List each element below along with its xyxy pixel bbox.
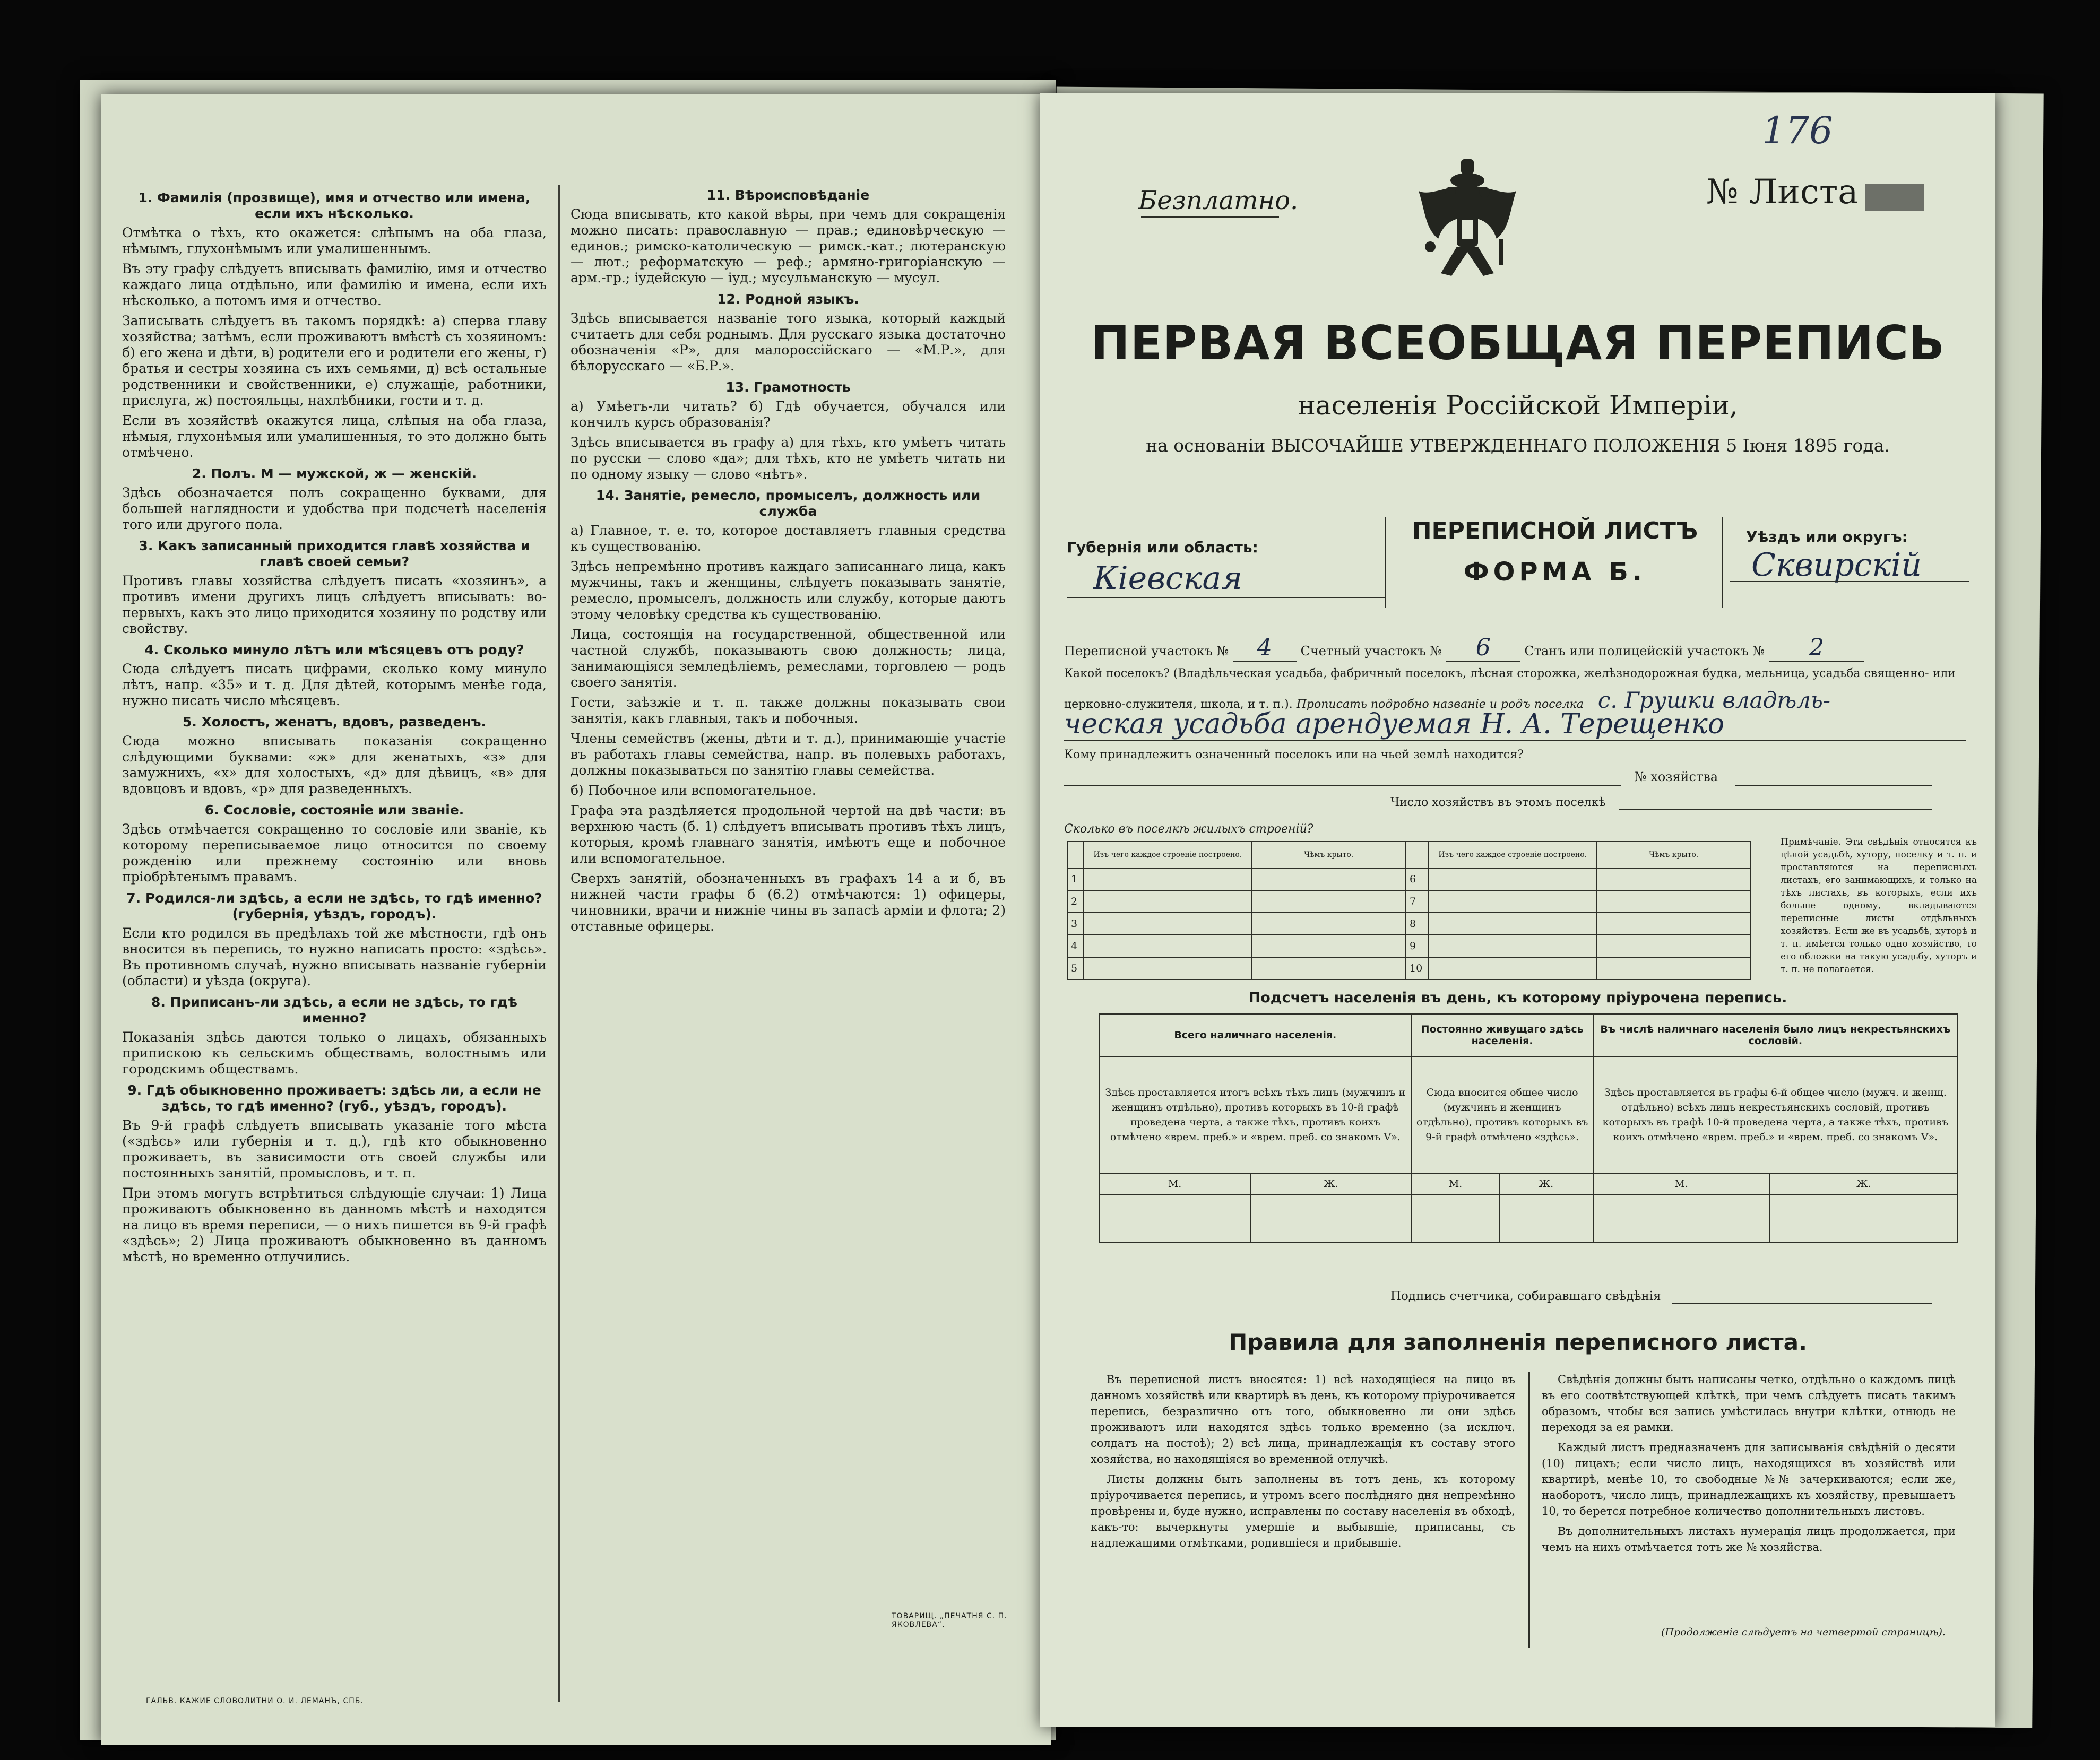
printer-imprint-left: ГАЛЬВ. КАЖИЕ СЛОВОЛИТНИ О. И. ЛЕМАНЪ, СПБ. [146,1697,364,1705]
paragraph: Показанія здѣсь даются только о лицахъ, обязанныхъ припискою къ сельскимъ обществамъ, волостнымъ или городскимъ обществамъ. [122,1029,547,1077]
section-heading: 5. Холостъ, женатъ, вдовъ, разведенъ. [182,714,487,730]
settlement-question: Какой поселокъ? (Владѣльческая усадьба, фабричный поселокъ, лѣсная сторожка, желѣзнодорожная будка, мельница, усадьба священно- или церковно-служителя, школа, и т. п.). Прописать подробно названіе и родъ поселка с. Грушки владѣль- [1064,667,1956,713]
paragraph: Здѣсь вписывается въ графу а) для тѣхъ, кто умѣетъ читать по русски — слово «да»; для тѣхъ, кто не умѣетъ читать ни по одному языку — слово «нѣтъ». [571,435,1006,482]
rule-paragraph: Въ дополнительныхъ листахъ нумерація лицъ продолжается, при чемъ на нихъ отмѣчается тотъ же № хозяйства. [1542,1525,1956,1554]
precinct-value: 4 [1233,634,1297,662]
rule-paragraph: Каждый листъ предназначенъ для записыванія свѣдѣній о десяти (10) лицахъ; если число лицъ, находящихся въ хозяйствѣ или квартирѣ, менѣе 10, то свободные №№ зачеркиваются; если же, наоборотъ, число лицъ, принадлежащихъ къ хозяйству, превышаетъ 10, то берется потребное количество дополнительныхъ листовъ. [1542,1441,1956,1518]
counting-value: 6 [1446,634,1520,662]
rules-left-column [1091,1372,1515,1653]
paragraph: Въ эту графу слѣдуетъ вписывать фамилію, имя и отчество каждаго лица отдѣльно, или фамилію и имена, если ихъ нѣсколько, а потомъ имя и отчество. [122,261,547,308]
paragraph: а) Главное, т. е. то, которое доставляетъ главныя средства къ существованію. [571,523,1006,554]
household-number-label: № хозяйства [1635,769,1718,784]
left-page [101,94,1051,1745]
uezd-value: Сквирскій [1751,547,1922,584]
paragraph: Записывать слѣдуетъ въ такомъ порядкѣ: а) сперва главу хозяйства; затѣмъ, если проживаютъ вмѣстѣ съ хозяиномъ: б) его жена и дѣти, в) родители его и родители его жены, г) братья и сестры хозяина съ ихъ семьями, д) всѣ остальные родственники и свойственники, е) служащіе, работники, прислуга, ж) постояльцы, нахлѣбники, гости и т. д. [122,313,547,408]
paragraph: Здѣсь вписывается названіе того языка, который каждый считаетъ для себя роднымъ. Для русскаго языка достаточно обозначенія «Р», для малороссійскаго — «М.Р.», для бѣлорусскаго — «Б.Р.». [571,310,1006,374]
paragraph: Члены семействъ (жены, дѣти и т. д.), принимающіе участіе въ работахъ главы семейства, напр. въ полевыхъ работахъ, должны показываться по занятію главы семейства. [571,731,1006,778]
section-heading: 2. Полъ. М — мужской, ж — женскій. [192,466,477,481]
paragraph: Лица, состоящія на государственной, общественной или частной службѣ, показываютъ свою должность; лица, занимающіяся земледѣліемъ, ремеслами, торговлею — родъ своего занятія. [571,627,1006,690]
paragraph: а) Умѣетъ-ли читать? б) Гдѣ обучается, обучался или кончилъ курсъ образованія? [571,398,1006,430]
section-heading: 6. Сословіе, состояніе или званіе. [204,802,464,818]
settlement-value-1: с. Грушки владѣль- [1597,687,1831,713]
table-row: 4 9 [1067,935,1751,957]
rule-paragraph: Свѣдѣнія должны быть написаны четко, отдѣльно о каждомъ лицѣ въ его соотвѣтствующей клѣткѣ, при чемъ слѣдуетъ писать такимъ образомъ, чтобы вся запись умѣстилась внутри клѣтки, отнюдь не переходя за ея рамки. [1542,1373,1956,1434]
paragraph: Сюда вписывать, кто какой вѣры, при чемъ для сокращенія можно писать: православную — прав.; единовѣрческую — единов.; римско-католическую — римск.-кат.; лютеранскую — лют.; реформатскую — реф.; армяно-григоріанскую — арм.-гр.; іудейскую — іуд.; мусульманскую — мусул. [571,206,1006,285]
instructions-column-2 [571,182,1006,1562]
population-count-table: Всего наличнаго населенія. Постоянно живущаго здѣсь населенія. Въ числѣ наличнаго населенія было лицъ некрестьянскихъ сословій. Здѣсь проставляется итогъ всѣхъ тѣхъ лицъ (мужчинъ и женщинъ отдѣльно), противъ которыхъ въ 10-й графѣ проведена черта, а также тѣхъ, противъ коихъ отмѣчено «врем. преб.» и «врем. преб. со знакомъ V». Сюда вносится общее число (мужчинъ и женщинъ отдѣльно), противъ которыхъ въ 9-й графѣ отмѣчено «здѣсь». Здѣсь проставляется въ графы 6-й общее число (мужч. и женщ. отдѣльно) всѣхъ лицъ некрестьянскихъ сословій, противъ которыхъ въ графѣ 10-й проведена черта, а также тѣхъ, противъ коихъ отмѣчено «врем. преб.» и «врем. преб. со знакомъ V». М. Ж. М. Ж. М. Ж. [1099,1013,1958,1243]
rule-paragraph: Листы должны быть заполнены въ тотъ день, къ которому пріурочивается перепись, и утромъ всего послѣдняго дня непремѣнно провѣрены и, буде нужно, исправлены по составу населенія въ обходѣ, какъ-то: вычеркнуты умершіе и выбывшіе, приписаны, съ надлежащими отмѣтками, родившіеся и прибывшіе. [1091,1473,1515,1549]
section-heading: 1. Фамилія (прозвище), имя и отчество или имена, если ихъ нѣсколько. [138,190,531,221]
paragraph: Здѣсь непремѣнно противъ каждаго записаннаго лица, какъ мужчины, такъ и женщины, слѣдуетъ показывать занятіе, ремесло, промыселъ, должность или службу, которые даютъ этому человѣку средства къ существованію. [571,559,1006,622]
rule-paragraph: Въ переписной листъ вносятся: 1) всѣ находящіеся на лицо въ данномъ хозяйствѣ или квартирѣ въ день, къ которому пріурочивается перепись, безразлично отъ того, обыкновенно ли они здѣсь проживаютъ или находятся здѣсь только временно (за исключ. солдатъ на постоѣ); 2) всѣ лица, принадлежащія къ составу этого хозяйства, но находящіяся во временной отлучкѣ. [1091,1373,1515,1466]
section-heading: 3. Какъ записанный приходится главѣ хозяйства и главѣ своей семьи? [139,538,530,569]
settlement-value-2: ческая усадьба арендуемая Н. А. Терещенко [1064,708,1966,741]
section-heading: 9. Гдѣ обыкновенно проживаетъ: здѣсь ли, а если не здѣсь, то гдѣ именно? (губ., уѣздъ, городъ). [127,1082,541,1114]
rules-title: Правила для заполненія переписного листа. [1229,1329,1807,1355]
paragraph: Сюда слѣдуетъ писать цифрами, сколько кому минуло лѣтъ, напр. «35» и т. д. Для дѣтей, которымъ менѣе года, нужно писать число мѣсяцевъ. [122,661,547,708]
table-row: 2 7 [1067,890,1751,913]
paragraph: б) Побочное или вспомогательное. [571,783,816,798]
paragraph: При этомъ могутъ встрѣтиться слѣдующіе случаи: 1) Лица проживаютъ обыкновенно въ данномъ мѣстѣ и находятся на лицо въ время переписи, — о нихъ пишется въ 9-й графѣ «здѣсь»; 2) Лица проживаютъ обыкновенно въ данномъ мѣстѣ, но временно отлучились. [122,1185,547,1264]
table-row: 5 10 [1067,957,1751,979]
paragraph: Здѣсь отмѣчается сокращенно то сословіе или званіе, къ которому переписываемое лицо относится по своему рожденію или прежнему состоянію или вновь пріобрѣтенымъ правамъ. [122,821,547,885]
form-title: ПЕРЕПИСНОЙ ЛИСТЪ [1412,517,1698,544]
paragraph: Сверхъ занятій, обозначенныхъ въ графахъ 14 а и б, въ нижней части графы б (6.2) отмѣчаются: 1) офицеры, чиновники, врачи и нижніе чины въ запасѣ арміи и флота; 2) отставные офицеры. [571,871,1006,934]
stan-value: 2 [1769,634,1864,662]
gubernia-value: Кіевская [1093,560,1242,597]
uezd-label: Уѣздъ или округъ: [1746,528,1908,545]
census-title: ПЕРВАЯ ВСЕОБЩАЯ ПЕРЕПИСЬ [1091,316,1945,370]
buildings-table: Изъ чего каждое строеніе построено. Чѣмъ крыто. Изъ чего каждое строеніе построено. Чѣмъ крыто. 1 6 2 7 3 8 4 9 5 10 [1067,841,1751,980]
page-number: 176 [1762,109,1833,152]
paragraph: Въ 9-й графѣ слѣдуетъ вписывать указаніе того мѣста («здѣсь» или губернія и т. д.), гдѣ кто обыкновенно проживаетъ, въ зависимости отъ своей службы или постоянныхъ занятій, промысловъ, и т. п. [122,1117,547,1181]
section-heading: 14. Занятіе, ремесло, промыселъ, должность или служба [595,488,981,519]
free-label: Безплатно. [1138,186,1299,215]
gubernia-label: Губернія или область: [1067,539,1258,556]
redacted-sheet-number [1865,184,1924,211]
paragraph: Гости, заѣзжіе и т. п. также должны показывать свои занятія, какъ главныя, такъ и побочныя. [571,695,1006,726]
buildings-note: Примѣчаніе. Эти свѣдѣнія относятся къ цѣлой усадьбѣ, хутору, поселку и т. п. и проставляются на переписныхъ листахъ, его занимающихъ, и только на тѣхъ листахъ, въ которыхъ, если ихъ больше одному, вкладываются переписные листы отдѣльныхъ хозяйствъ. Если же въ усадьбѣ, хуторѣ и т. п. имѣется только одно хозяйство, то его обложки на такую усадьбу, хуторъ и т. п. не полагается. [1781,837,1977,975]
count-title: Подсчетъ населенія въ день, къ которому пріурочена перепись. [1248,990,1787,1006]
continued-note: (Продолженіе слѣдуетъ на четвертой страницѣ). [1661,1626,1946,1638]
paragraph: Отмѣтка о тѣхъ, кто окажется: слѣпымъ на оба глаза, нѣмымъ, глухонѣмымъ или умалишеннымъ. [122,225,547,256]
buildings-question: Сколько въ поселкѣ жилыхъ строеній? [1064,822,1313,836]
section-heading: 13. Грамотность [725,379,851,395]
section-heading: 7. Родился-ли здѣсь, а если не здѣсь, то гдѣ именно? (губернія, уѣздъ, городъ). [126,890,542,922]
section-heading: 8. Приписанъ-ли здѣсь, а если не здѣсь, то гдѣ именно? [151,994,518,1026]
paragraph: Противъ главы хозяйства слѣдуетъ писать «хозяинъ», а противъ имени другихъ лицъ слѣдуетъ вписывать: во-первыхъ, какъ это лицо приходится хозяину по родству или свойству. [122,573,547,636]
precinct-line: Переписной участокъ № 4 Счетный участокъ № 6 Станъ или полицейскій участокъ № 2 [1064,634,1864,662]
paragraph: Если кто родился въ предѣлахъ той же мѣстности, гдѣ онъ вносится въ перепись, то нужно написать просто: «здѣсь». Въ противномъ случаѣ, нужно вписывать названіе губерніи (области) и уѣзда (округа). [122,925,547,989]
section-heading: 11. Вѣроисповѣданіе [706,187,870,203]
printer-imprint-right: ТОВАРИЩ. „ПЕЧАТНЯ С. П. ЯКОВЛЕВА“. [892,1612,1007,1629]
sheet-header [1056,517,1980,602]
rules-right-column [1542,1372,1956,1621]
table-row: 1 6 [1067,868,1751,890]
households-count-label: Число хозяйствъ въ этомъ поселкѣ [1390,796,1606,809]
census-subtitle: населенія Россійской Имперіи, [1298,390,1738,421]
imperial-eagle-emblem [1414,159,1520,292]
owner-question: Кому принадлежитъ означенный поселокъ или на чьей землѣ находится? [1064,748,1524,761]
paragraph: Если въ хозяйствѣ окажутся лица, слѣпыя на оба глаза, нѣмыя, глухонѣмыя или умалишенныя, то это должно быть отмѣчено. [122,413,547,460]
table-row: 3 8 [1067,913,1751,935]
section-heading: 12. Родной языкъ. [717,291,859,307]
form-name: ФОРМА Б. [1463,557,1647,587]
paragraph: Здѣсь обозначается полъ сокращенно буквами, для большей наглядности и удобства при подсчетѣ населенія того или другого пола. [122,485,547,532]
paragraph: Сюда можно вписывать показанія сокращенно слѣдующими буквами: «ж» для женатыхъ, «з» для замужнихъ, «х» для холостыхъ, «д» для дѣвицъ, «в» для вдовцовъ и вдовъ, «р» для разведенныхъ. [122,733,547,796]
signature-label: Подпись счетчика, собиравшаго свѣдѣнія [1390,1289,1661,1303]
instructions-column-1 [122,185,547,1692]
right-page [1040,93,1995,1727]
column-divider [558,185,560,1702]
census-basis: на основаніи ВЫСОЧАЙШЕ УТВЕРЖДЕННАГО ПОЛОЖЕНІЯ 5 Іюня 1895 года. [1146,435,1890,456]
underline [1141,216,1279,218]
sheet-number-label: № Листа [1706,172,1859,212]
paragraph: Графа эта раздѣляется продольной чертой на двѣ части: въ верхнюю часть (б. 1) слѣдуетъ вписывать противъ тѣхъ лицъ, которыя, кромѣ главнаго занятія, имѣютъ еще и побочное или вспомогательное. [571,803,1006,866]
section-heading: 4. Сколько минуло лѣтъ или мѣсяцевъ отъ роду? [144,642,524,657]
